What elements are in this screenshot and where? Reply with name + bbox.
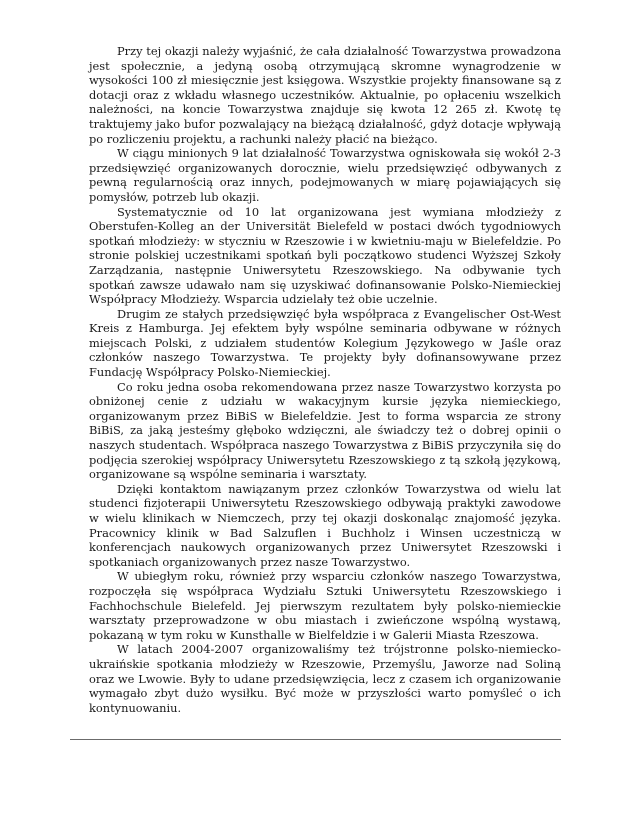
footer-divider bbox=[70, 739, 561, 740]
body-text bbox=[89, 44, 561, 715]
paragraph-art-faculty: W ubiegłym roku, również przy wsparciu członków naszego Towarzystwa, rozpoczęła się współpraca Wydziału Sztuki Uniwersytetu Rzeszowskiego i Fachhochschule Bielefeld. Jej pierwszym rezultatem były polsko-niemieckie warsztaty przeprowadzone w obu miastach i zwieńczone wspólną wystawą, pokazaną w tym roku w Kunsthalle w Bielfeldzie i w Galerii Miasta Rzeszowa. bbox=[89, 569, 561, 642]
paragraph-finances: Przy tej okazji należy wyjaśnić, że cała działalność Towarzystwa prowadzona jest społecznie, a jedyną osobą otrzymującą skromne wynagrodzenie w wysokości 100 zł miesięcznie jest księgowa. Wszystkie projekty finansowane są z dotacji oraz z wkładu własnego uczestników. Aktualnie, po opłaceniu wszelkich należności, na koncie Towarzystwa znajduje się kwota 12 265 zł. Kwotę tę traktujemy jako bufor pozwalający na bieżącą działalność, gdyż dotacje wpływają po rozliczeniu projektu, a rachunki należy płacić na bieżąco. bbox=[89, 44, 561, 146]
paragraph-activities-overview: W ciągu minionych 9 lat działalność Towarzystwa ogniskowała się wokół 2-3 przedsięwzięć organizowanych dorocznie, wielu przedsięwzięć odbywanych z pewną regularnością oraz innych, podejmowanych w miarę pojawiających się pomysłów, potrzeb lub okazji. bbox=[89, 146, 561, 204]
paragraph-trilateral-meetings: W latach 2004-2007 organizowaliśmy też trójstronne polsko-niemiecko-ukraińskie spotkania młodzieży w Rzeszowie, Przemyślu, Jaworze nad Soliną oraz we Lwowie. Były to udane przedsięwzięcia, lecz z czasem ich organizowanie wymagało zbyt dużo wysiłku. Być może w przyszłości warto pomyśleć o ich kontynuowaniu. bbox=[89, 642, 561, 715]
paragraph-bibis-course: Co roku jedna osoba rekomendowana przez nasze Towarzystwo korzysta po obniżonej cenie z udziału w wakacyjnym kursie języka niemieckiego, organizowanym przez BiBiS w Bielefeldzie. Jest to forma wsparcia ze strony BiBiS, za jaką jesteśmy głęboko wdzięczni, ale świadczy też o dobrej opinii o naszych studentach. Współpraca naszego Towarzystwa z BiBiS przyczyniła się do podjęcia szerokiej współpracy Uniwersytetu Rzeszowskiego z tą szkołą językową, organizowane są wspólne seminaria i warsztaty. bbox=[89, 379, 561, 482]
paragraph-youth-exchange: Systematycznie od 10 lat organizowana jest wymiana młodzieży z Oberstufen-Kolleg an der Universität Bielefeld w postaci dwóch tygodniowych spotkań młodzieży: w styczniu w Rzeszowie i w kwietniu-maju w Bielefeldzie. Po stronie polskiej uczestnikami spotkań byli początkowo studenci Wyższej Szkoły Zarządzania, następnie Uniwersytetu Rzeszowskiego. Na odbywanie tych spotkań zawsze udawało nam się uzyskiwać dofinansowanie Polsko-Niemieckiej Współpracy Młodzieży. Wsparcia udzielały też obie uczelnie. bbox=[89, 204, 561, 307]
paragraph-hamburg-cooperation: Drugim ze stałych przedsięwzięć była współpraca z Evangelischer Ost-West Kreis z Hamburga. Jej efektem były wspólne seminaria odbywane w różnych miejscach Polski, z udziałem studentów Kolegium Językowego w Jaśle oraz członków naszego Towarzystwa. Te projekty były dofinansowywane przez Fundację Współpracy Polsko-Niemieckiej. bbox=[89, 306, 561, 380]
paragraph-physiotherapy: Dzięki kontaktom nawiązanym przez członków Towarzystwa od wielu lat studenci fizjoterapii Uniwersytetu Rzeszowskiego odbywają praktyki zawodowe w wielu klinikach w Niemczech, przy tej okazji doskonaląc znajomość języka. Pracownicy klinik w Bad Salzuflen i Buchholz i Winsen uczestniczą w konferencjach naukowych organizowanych przez Uniwersytet Rzeszowski i spotkaniach organizowanych przez nasze Towarzystwo. bbox=[89, 481, 561, 569]
